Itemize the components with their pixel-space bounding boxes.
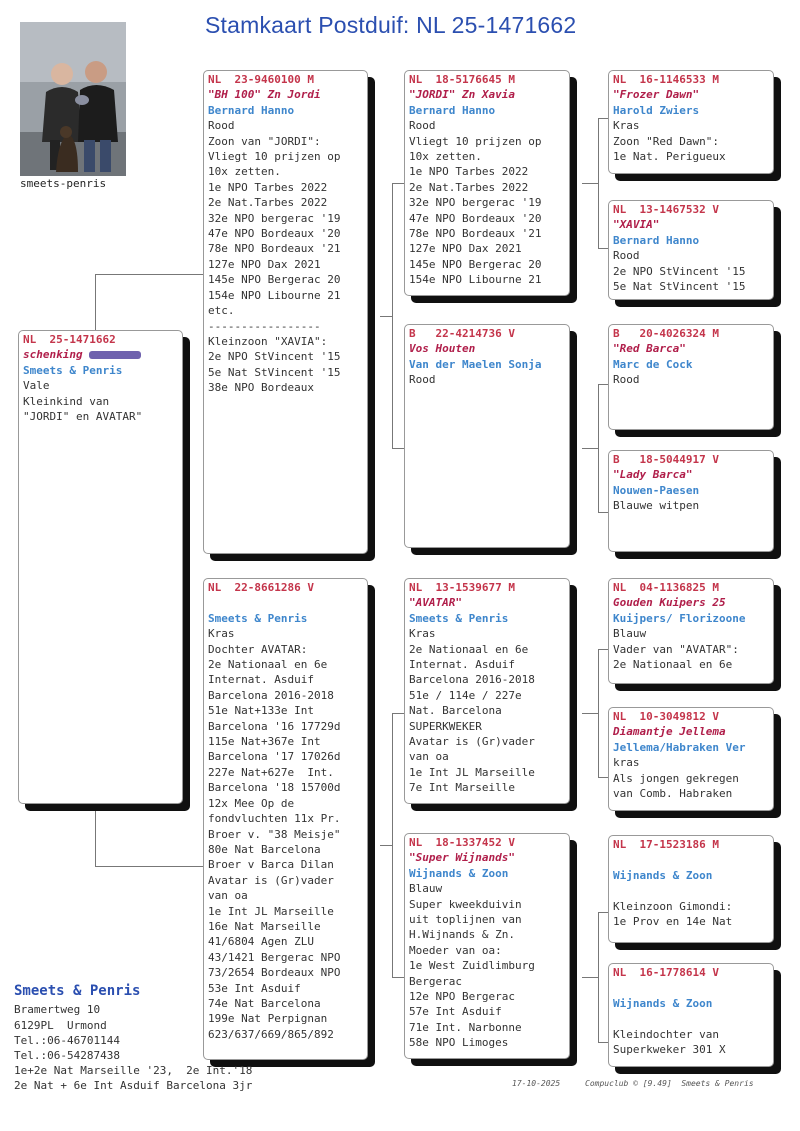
paternal-grandfather-card [404,70,570,296]
info-line: 1e NPO Tarbes 2022 [208,180,328,194]
ring-number: NL 23-9460100 M [208,73,314,86]
info-line: Rood [613,249,640,263]
info-line: 2e Nat.Tarbes 2022 [208,196,328,210]
info-line: 199e Nat Perpignan [208,1012,328,1026]
connector-line [598,384,599,512]
connector-line [582,713,598,714]
connector-line [392,713,404,714]
ring-number: NL 10-3049812 V [613,710,719,723]
connector-line [582,183,598,184]
info-line: Vliegt 10 prijzen op [409,134,542,148]
info-line: 71e Int. Narbonne [409,1020,522,1034]
info-line: 1e Int JL Marseille [208,904,334,918]
breeder-name: Harold Zwiers [613,103,700,117]
footer-address: Bramertweg 10 [14,1003,101,1016]
pigeon-name [208,595,363,610]
info-line: Nat. Barcelona [409,704,502,718]
ring-number: NL 16-1146533 M [613,73,719,86]
pigeon-name: Diamantje Jellema [613,725,726,739]
info-line: H.Wijnands & Zn. [409,928,515,942]
connector-line [582,977,598,978]
pigeon-name [613,852,769,867]
info-line: 12e NPO Bergerac [409,990,515,1004]
info-line: Broer v. "38 Meisje" [208,827,341,841]
connector-line [95,274,96,334]
info-line: 1e Prov en 14e Nat [613,915,733,929]
connector-line [582,448,598,449]
info-line: fondvluchten 11x Pr. [208,812,341,826]
pigeon-name: "XAVIA" [613,218,660,232]
pigeon-name: "Frozer Dawn" [613,88,700,102]
pigeon-name-text: schenking [23,348,83,362]
pigeon-name: Gouden Kuipers 25 [613,596,726,610]
info-line: van Comb. Habraken [613,787,733,801]
info-line: 5e Nat StVincent '15 [613,280,746,294]
connector-line [380,845,392,846]
breeder-name: Smeets & Penris [23,363,123,377]
info-line: 47e NPO Bordeaux '20 [208,227,341,241]
great-grandparent-card [608,70,774,174]
pigeon-name: "AVATAR" [409,596,462,610]
print-date: 17-10-2025 [512,1079,561,1088]
connector-line [598,248,608,249]
info-line: Moeder van oa: [409,943,502,957]
info-line: Vale [23,379,50,393]
connector-line [598,912,599,1042]
info-line: 16e Nat Marseille [208,919,321,933]
info-line: "JORDI" en AVATAR" [23,410,143,424]
info-line: uit toplijnen van [409,913,522,927]
connector-line [380,316,392,317]
info-line: etc. [208,304,235,318]
great-grandparent-card [608,963,774,1067]
connector-line [392,183,404,184]
ring-number: B 18-5044917 V [613,453,719,466]
ring-number: NL 16-1778614 V [613,966,719,979]
info-line: 58e NPO Limoges [409,1036,509,1050]
info-line: Broer v Barca Dilan [208,858,334,872]
owner-photo [20,22,126,176]
info-line: 41/6804 Agen ZLU [208,935,314,949]
footer-phone-1: Tel.:06-46701144 [14,1034,120,1047]
info-line: Internat. Asduif [208,673,314,687]
info-line: Dochter AVATAR: [208,642,308,656]
info-line: Bergerac [409,974,462,988]
info-line: 43/1421 Bergerac NPO [208,950,341,964]
connector-line [598,777,608,778]
info-line: 12x Mee Op de [208,796,295,810]
info-line: 154e NPO Libourne 21 [208,288,341,302]
info-line: 145e NPO Bergerac 20 [208,273,341,287]
breeder-name: Jellema/Habraken Ver [613,740,746,754]
info-line: Kleinzoon Gimondi: [613,899,733,913]
info-line [613,1011,769,1026]
info-line: 53e Int Asduif [208,981,301,995]
info-line: 1e NPO Tarbes 2022 [409,165,529,179]
info-line: 115e Nat+367e Int [208,735,321,749]
connector-line [598,384,608,385]
info-line: 10x zetten. [208,165,281,179]
breeder-name: Wijnands & Zoon [613,868,713,882]
info-line: 51e / 114e / 227e [409,688,522,702]
photo-image [20,22,126,176]
footer-owner-name: Smeets & Penris [14,983,141,999]
info-line: Rood [409,373,436,387]
footer-achievement: 2e Nat + 6e Int Asduif Barcelona 3jr [14,1079,253,1092]
info-line: 78e NPO Bordeaux '21 [409,227,542,241]
maternal-grandfather-card [404,578,570,804]
info-line: Kras [409,627,436,641]
connector-line [598,1042,608,1043]
info-line: 2e Nationaal en 6e [409,642,529,656]
ring-number: NL 25-1471662 [23,333,116,346]
info-line: 10x zetten. [409,150,482,164]
great-grandparent-card [608,707,774,811]
great-grandparent-card [608,324,774,430]
info-line: Als jongen gekregen [613,771,739,785]
ring-number: B 22-4214736 V [409,327,515,340]
breeder-name: Smeets & Penris [208,611,308,625]
info-line: van oa [208,889,248,903]
ring-number: B 20-4026324 M [613,327,719,340]
info-line: ----------------- [208,319,321,333]
info-line: 2e Nationaal en 6e [613,658,733,672]
info-line: Barcelona 2016-2018 [208,688,334,702]
great-grandparent-card [608,200,774,300]
info-line: 1e Nat. Perigueux [613,150,726,164]
connector-line [598,512,608,513]
paternal-grandmother-card [404,324,570,548]
connector-line [598,912,608,913]
breeder-name: Wijnands & Zoon [613,996,713,1010]
info-line: 80e Nat Barcelona [208,842,321,856]
breeder-name: Nouwen-Paesen [613,483,700,497]
father-card [203,70,368,554]
breeder-name: Van der Maelen Sonja [409,357,542,371]
info-line: 32e NPO bergerac '19 [208,211,341,225]
ring-number: NL 13-1467532 V [613,203,719,216]
info-line: Zoon van "JORDI": [208,134,321,148]
footer-city: 6129PL Urmond [14,1019,107,1032]
connector-line [598,649,599,777]
info-line: Avatar is (Gr)vader [208,873,334,887]
info-line: Rood [208,119,235,133]
info-line: van oa [409,750,449,764]
info-line: 2e NPO StVincent '15 [208,350,341,364]
breeder-name: Bernard Hanno [409,103,496,117]
page-title: Stamkaart Postduif: NL 25-1471662 [205,12,577,38]
connector-line [392,448,404,449]
pigeon-name [613,980,769,995]
pigeon-name: "BH 100" Zn Jordi [208,88,321,102]
info-line: Super kweekduivin [409,897,522,911]
info-line: Blauw [613,627,647,641]
connector-line [392,183,393,448]
info-line: 51e Nat+133e Int [208,704,314,718]
info-line: Zoon "Red Dawn": [613,134,719,148]
pigeon-name: "Lady Barca" [613,468,693,482]
pigeon-name [23,347,178,362]
breeder-name: Wijnands & Zoon [409,866,509,880]
info-line: kras [613,756,640,770]
info-line: 2e NPO StVincent '15 [613,264,746,278]
pigeon-name: Vos Houten [409,342,476,356]
info-line: 145e NPO Bergerac 20 [409,257,542,271]
pigeon-name: "Super Wijnands" [409,851,515,865]
info-line [613,883,769,898]
breeder-name: Bernard Hanno [613,233,700,247]
connector-line [598,118,599,248]
info-line: Kras [613,119,640,133]
info-line: 227e Nat+627e Int. [208,765,334,779]
info-line: 623/637/669/865/892 [208,1027,334,1041]
info-line: Blauw [409,882,443,896]
ring-number: NL 04-1136825 M [613,581,719,594]
info-line: 2e Nat.Tarbes 2022 [409,180,529,194]
info-line: 47e NPO Bordeaux '20 [409,211,542,225]
breeder-name: Kuijpers/ Florizoone [613,611,746,625]
info-line: Kleinzoon "XAVIA": [208,334,328,348]
info-line: 38e NPO Bordeaux [208,381,314,395]
info-line: Superkweker 301 X [613,1043,726,1057]
pigeon-name: "JORDI" Zn Xavia [409,88,515,102]
info-line: Kleinkind van [23,394,110,408]
breeder-name: Marc de Cock [613,357,693,371]
info-line: Vliegt 10 prijzen op [208,150,341,164]
info-line: 78e NPO Bordeaux '21 [208,242,341,256]
info-line: 127e NPO Dax 2021 [208,257,321,271]
info-line: 1e Int JL Marseille [409,765,535,779]
info-line: 5e Nat StVincent '15 [208,365,341,379]
info-line: Avatar is (Gr)vader [409,735,535,749]
connector-line [95,274,203,275]
info-line: 74e Nat Barcelona [208,996,321,1010]
info-line: 32e NPO bergerac '19 [409,196,542,210]
info-line: SUPERKWEKER [409,719,482,733]
subject-pigeon-card [18,330,183,804]
info-line: 7e Int Marseille [409,781,515,795]
info-line: 127e NPO Dax 2021 [409,242,522,256]
great-grandparent-card [608,450,774,552]
ring-number: NL 18-5176645 M [409,73,515,86]
info-line: Vader van "AVATAR": [613,642,739,656]
connector-line [598,118,608,119]
great-grandparent-card [608,578,774,684]
great-grandparent-card [608,835,774,943]
connector-line [392,713,393,977]
connector-line [95,866,203,867]
software-credit: Compuclub © [9.49] Smeets & Penris [585,1079,754,1088]
photo-caption: smeets-penris [20,177,107,190]
maternal-grandmother-card [404,833,570,1059]
redaction-mark [89,351,141,359]
footer-phone-2: Tel.:06-54287438 [14,1049,120,1062]
info-line: 57e Int Asduif [409,1005,502,1019]
info-line: Barcelona '16 17729d [208,719,341,733]
info-line: Barcelona 2016-2018 [409,673,535,687]
connector-line [392,977,404,978]
connector-line [598,649,608,650]
info-line: 2e Nationaal en 6e [208,658,328,672]
breeder-name: Bernard Hanno [208,103,295,117]
info-line: Rood [613,373,640,387]
pigeon-name: "Red Barca" [613,342,686,356]
info-line: Barcelona '17 17026d [208,750,341,764]
connector-line [95,804,96,866]
info-line: Kras [208,627,235,641]
ring-number: NL 22-8661286 V [208,581,314,594]
info-line: Blauwe witpen [613,499,700,513]
ring-number: NL 18-1337452 V [409,836,515,849]
info-line: Internat. Asduif [409,658,515,672]
info-line: Rood [409,119,436,133]
info-line: 73/2654 Bordeaux NPO [208,966,341,980]
ring-number: NL 13-1539677 M [409,581,515,594]
footer-achievement: 1e+2e Nat Marseille '23, 2e Int.'18 [14,1064,253,1077]
mother-card [203,578,368,1060]
ring-number: NL 17-1523186 M [613,838,719,851]
info-line: 1e West Zuidlimburg [409,959,535,973]
breeder-name: Smeets & Penris [409,611,509,625]
info-line: Barcelona '18 15700d [208,781,341,795]
info-line: 154e NPO Libourne 21 [409,273,542,287]
info-line: Kleindochter van [613,1027,719,1041]
